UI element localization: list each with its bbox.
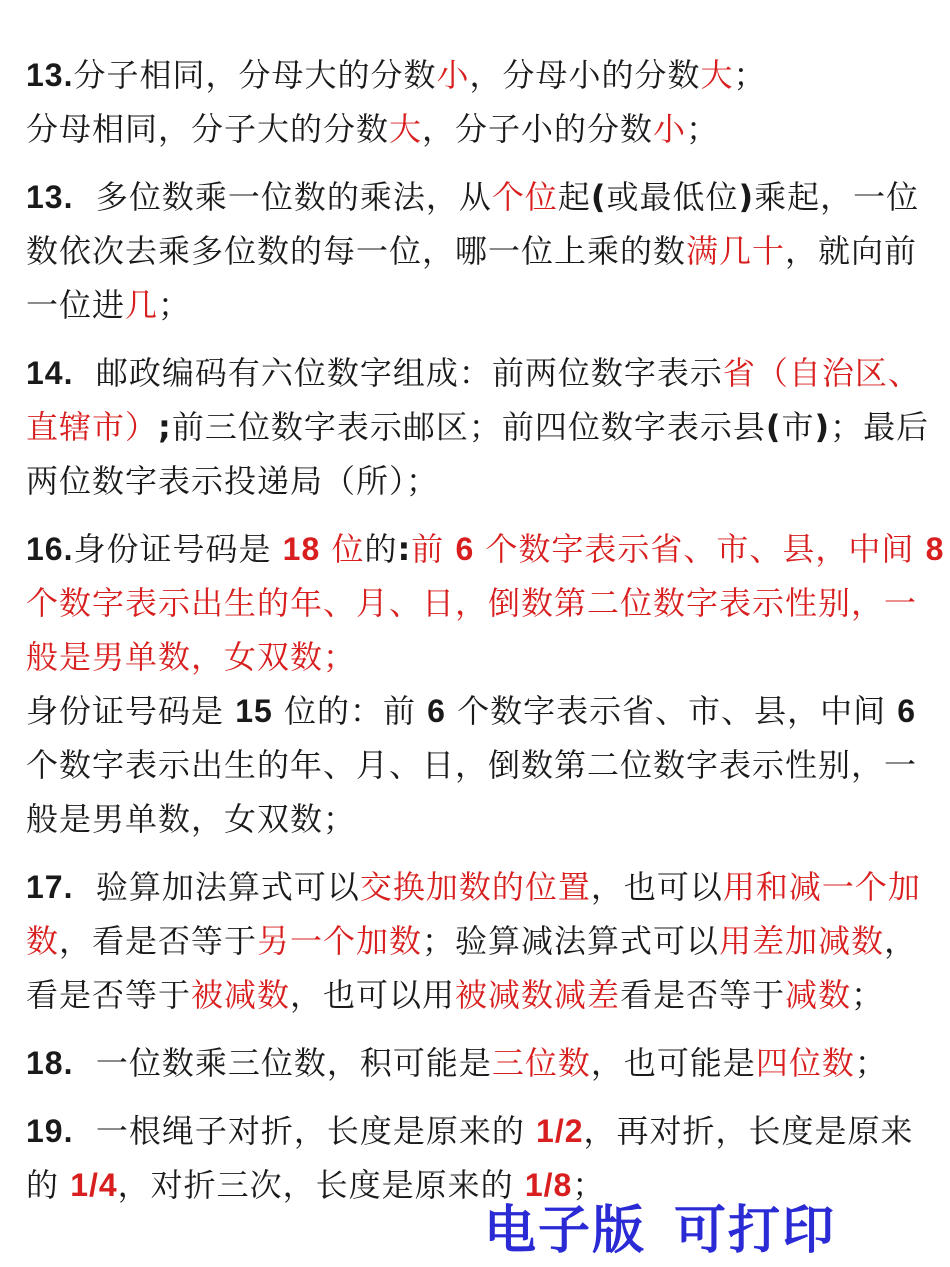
highlight-text: 被减数: [191, 976, 291, 1014]
highlight-text: 18: [282, 531, 321, 567]
text: (: [765, 408, 782, 446]
highlight-text: 小: [653, 110, 687, 148]
text: ，分子小的分数: [422, 110, 654, 148]
highlight-text: 个数字表示出生的年、月、日，倒数第二位数字表示性别，一: [26, 584, 918, 622]
text: 的: [364, 530, 398, 568]
text: 般是男单数，女双数；: [26, 800, 357, 838]
item-14-line-1: [26, 346, 926, 400]
highlight-text: 减数: [785, 976, 852, 1014]
item-17-line-2: [26, 914, 926, 968]
text: 验算加法算式可以: [95, 868, 360, 906]
highlight-text: 1/4: [70, 1167, 118, 1203]
highlight-text: 另一个加数: [257, 922, 423, 960]
text: 6: [427, 693, 446, 729]
text: 市: [781, 408, 815, 446]
highlight-text: 6: [455, 531, 475, 567]
document-body: [26, 48, 945, 1212]
highlight-text: 几: [125, 286, 159, 324]
highlight-text: 交换加数的位置: [359, 868, 591, 906]
item-number: 17.: [26, 869, 74, 905]
text: (: [590, 178, 607, 216]
text: ；: [572, 1166, 606, 1204]
text: ，: [884, 922, 918, 960]
text: ): [738, 178, 755, 216]
highlight-text: 1/2: [536, 1113, 584, 1149]
text: ；: [733, 56, 767, 94]
item-16-line-3: [26, 630, 926, 684]
highlight-text: 般是男单数，女双数；: [26, 638, 357, 676]
text: ;: [158, 408, 172, 446]
highlight-text: 用和减一个加: [722, 868, 921, 906]
text: 起: [557, 178, 591, 216]
text: ；: [158, 286, 192, 324]
highlight-text: 大: [700, 56, 734, 94]
text: 多位数乘一位数的乘法，从: [95, 178, 492, 216]
item-16-line-4: [26, 684, 926, 738]
highlight-text: 大: [389, 110, 423, 148]
highlight-text: 四位数: [755, 1044, 855, 1082]
text: 看是否等于: [620, 976, 786, 1014]
text: ，就向前: [785, 232, 918, 270]
highlight-text: 个数字表示省、市、县，中间: [474, 530, 926, 568]
text: :: [397, 530, 412, 568]
text: ，也可以: [590, 868, 723, 906]
item-number: 16.: [26, 531, 74, 567]
text: ；: [854, 1044, 888, 1082]
text: ，也可能是: [590, 1044, 756, 1082]
item-16-line-1: [26, 522, 945, 576]
text: ；验算减法算式可以: [422, 922, 720, 960]
text: 一位数乘三位数，积可能是: [95, 1044, 492, 1082]
text: 一位进: [26, 286, 126, 324]
text: ，分母小的分数: [469, 56, 701, 94]
text: 身份证号码是: [73, 530, 283, 568]
text: 看是否等于: [26, 976, 192, 1014]
highlight-text: 个位: [491, 178, 558, 216]
text: 或最低位: [606, 178, 739, 216]
text: 身份证号码是: [26, 692, 236, 730]
text: ；: [851, 976, 885, 1014]
highlight-text: 用差加减数: [719, 922, 885, 960]
highlight-text: 三位数: [491, 1044, 591, 1082]
text: 6: [897, 693, 917, 729]
highlight-text: 位: [320, 530, 365, 568]
highlight-text: ）: [125, 408, 159, 446]
highlight-text: 省（自治区、: [722, 354, 921, 392]
text: 乘起，一位: [754, 178, 920, 216]
item-number: 13.: [26, 179, 74, 215]
item-17-line-1: [26, 860, 926, 914]
text: 邮政编码有六位数字组成：前两位数字表示: [95, 354, 723, 392]
text: 分子相同，分母大的分数: [73, 56, 437, 94]
text: ，再对折，长度是原来: [583, 1112, 914, 1150]
highlight-text: 小: [436, 56, 470, 94]
text: 15: [235, 693, 273, 729]
highlight-text: 直辖市: [26, 408, 126, 446]
text: ，对折三次，长度是原来的: [117, 1166, 525, 1204]
footer-banner: [484, 1188, 836, 1263]
item-13b-line-3: [26, 278, 926, 332]
text: 一根绳子对折，长度是原来的: [95, 1112, 537, 1150]
text: 分母相同，分子大的分数: [26, 110, 390, 148]
item-number: 14.: [26, 355, 74, 391]
item-17-line-3: [26, 968, 926, 1022]
text: ，也可以用: [290, 976, 456, 1014]
item-16-line-2: [26, 576, 926, 630]
text: ，看是否等于: [59, 922, 258, 960]
item-number: 19.: [26, 1113, 74, 1149]
highlight-text: 1/8: [524, 1167, 573, 1203]
text: 前三位数字表示邮区；前四位数字表示县: [171, 408, 766, 446]
highlight-text: 被减数减差: [455, 976, 621, 1014]
highlight-text: 8: [925, 531, 945, 567]
text: 位的：前: [272, 692, 428, 730]
item-14-line-3: [26, 454, 926, 508]
item-13a-line-1: [26, 48, 926, 102]
item-16-line-5: [26, 738, 926, 792]
item-13a-line-2: [26, 102, 926, 156]
text: ；最后: [830, 408, 930, 446]
text: ): [814, 408, 831, 446]
item-16-line-6: [26, 792, 926, 846]
footer-electronic-label: 电子版: [484, 1201, 647, 1261]
item-13b-line-1: [26, 170, 926, 224]
footer-printable-label: 可打印: [674, 1201, 837, 1261]
text: 个数字表示省、市、县，中间: [445, 692, 898, 730]
item-18-line-1: [26, 1036, 926, 1090]
highlight-text: 满几十: [686, 232, 786, 270]
item-19-line-1: [26, 1104, 926, 1158]
text: ；: [686, 110, 720, 148]
item-number: 18.: [26, 1045, 74, 1081]
text: 的: [26, 1166, 71, 1204]
text: 两位数字表示投递局（所）；: [26, 462, 440, 500]
text: 数依次去乘多位数的每一位，哪一位上乘的数: [26, 232, 687, 270]
item-14-line-2: [26, 400, 930, 454]
highlight-text: 数: [26, 922, 60, 960]
text: 个数字表示出生的年、月、日，倒数第二位数字表示性别，一: [26, 746, 918, 784]
item-number: 13.: [26, 57, 74, 93]
item-13b-line-2: [26, 224, 926, 278]
highlight-text: 前: [411, 530, 456, 568]
